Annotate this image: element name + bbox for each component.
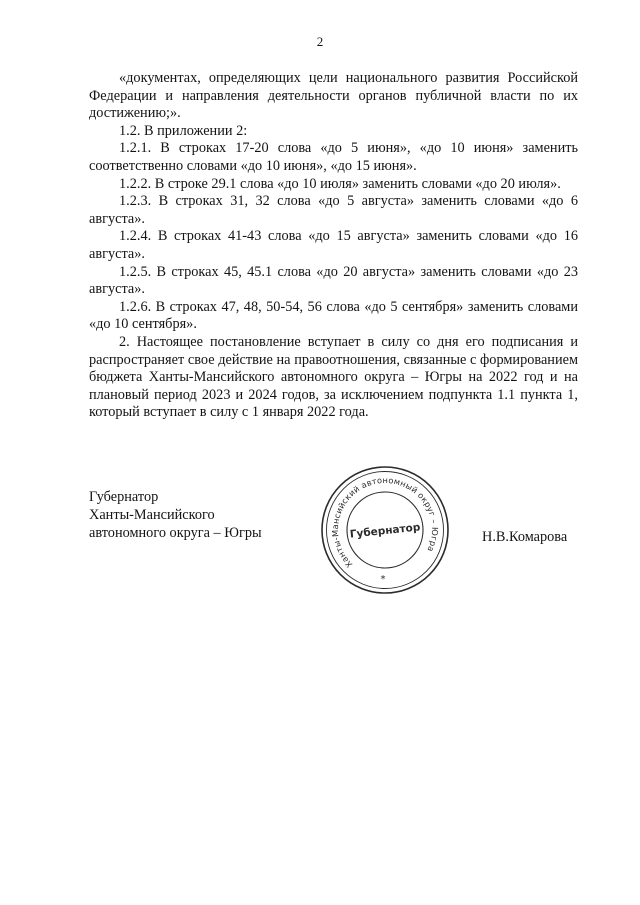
seal-star-icon: * [380,574,386,585]
paragraph-1-2-5: 1.2.5. В строках 45, 45.1 слова «до 20 августа» заменить словами «до 23 августа». [89,263,578,298]
signer-title-line-2: Ханты-Мансийского [89,507,215,523]
paragraph-1-2-6: 1.2.6. В строках 47, 48, 50-54, 56 слова «до 5 сентября» заменить словами «до 10 сентября». [89,298,578,333]
official-seal-stamp [319,465,451,595]
document-body [89,70,578,422]
paragraph-1-2-3: 1.2.3. В строках 31, 32 слова «до 5 августа» заменить словами «до 6 августа». [89,193,578,227]
signer-title-line-1: Губернатор [89,489,159,505]
paragraph-2: 2. Настоящее постановление вступает в силу со дня его подписания и распространяет свое действие на правоотношения, связанные с формированием бюджета Ханты-Мансийского автономного округа – Югры на 2022 год и на плановый период 2023 и 2024 годов, за исключением подпункта 1.1 пункта 1, который вступает в силу с 1 января 2022 года. [89,333,578,421]
seal-center-text: Губернатор [349,521,421,541]
paragraph-1-2-4: 1.2.4. В строках 41-43 слова «до 15 августа» заменить словами «до 16 августа». [89,228,578,262]
paragraph-quote-continuation: «документах, определяющих цели национального развития Российской Федерации и направления деятельности органов публичной власти по их достижению;». [89,70,578,122]
signature-block [89,488,262,542]
seal-graphic [319,465,451,595]
seal-ring-text: Ханты-Мансийский автономный округ – Югра [329,474,441,570]
signer-name: Н.В.Комарова [482,529,568,545]
paragraph-1-2-1: 1.2.1. В строках 17-20 слова «до 5 июня», «до 10 июня» заменить соответственно словами «до 10 июня», «до 15 июня». [89,140,578,174]
paragraph-1-2-2: 1.2.2. В строке 29.1 слова «до 10 июля» заменить словами «до 20 июля». [119,175,561,192]
paragraph-1-2: 1.2. В приложении 2: [119,122,248,139]
svg-text:Ханты-Мансийский автономный ок [330,475,440,570]
signer-title-line-3: автономного округа – Югры [89,525,262,541]
page-number: 2 [316,34,324,49]
